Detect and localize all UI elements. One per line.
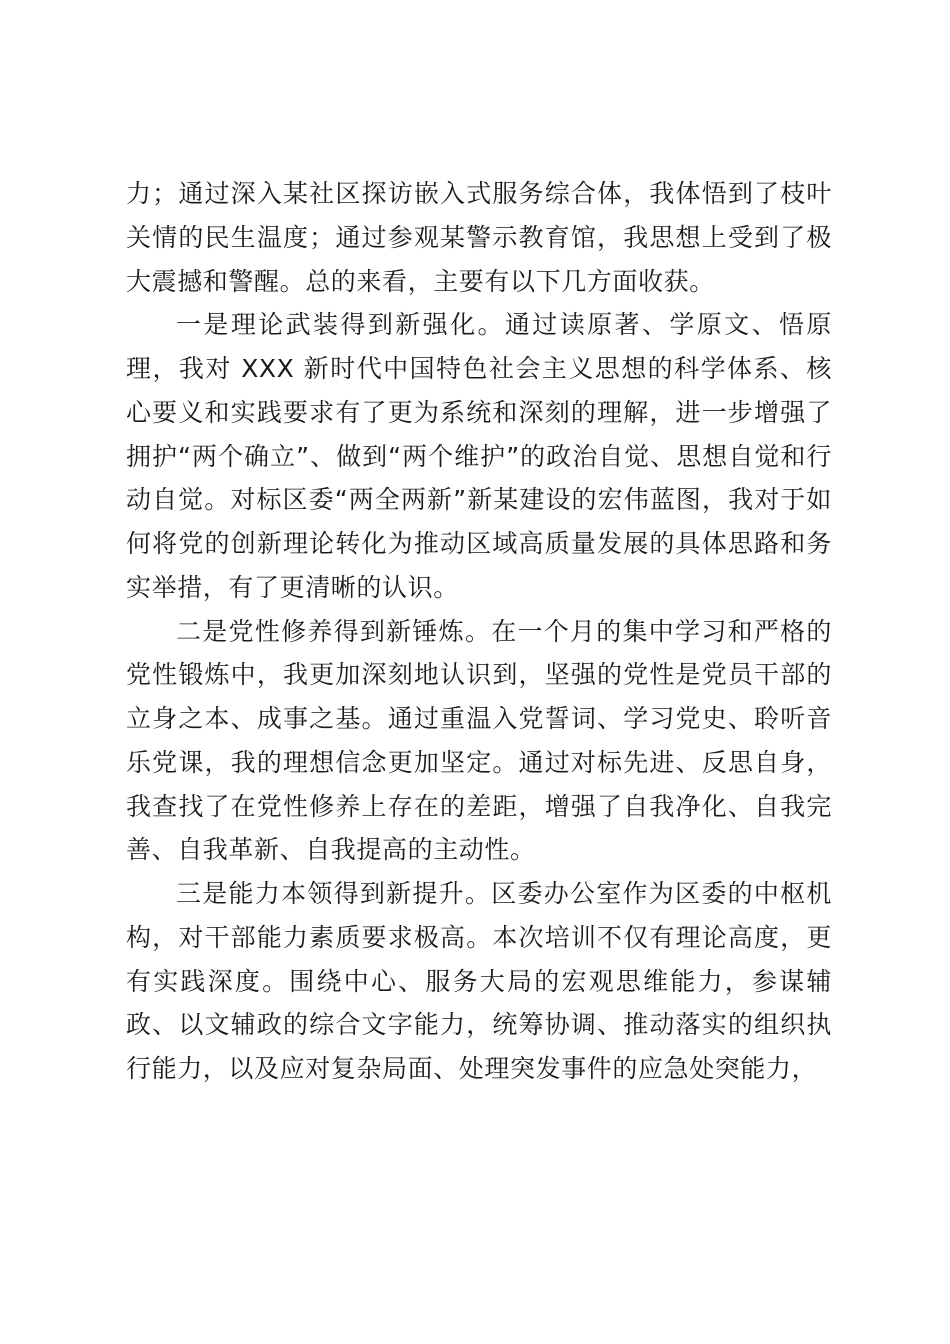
paragraph-continuation: 力；通过深入某社区探访嵌入式服务综合体，我体悟到了枝叶关情的民生温度；通过参观某警示教育馆，我思想上受到了极大震撼和警醒。总的来看，主要有以下几方面收获。 [126, 179, 832, 296]
paragraph-party-spirit: 二是党性修养得到新锤炼。在一个月的集中学习和严格的党性锻炼中，我更加深刻地认识到，坚强的党性是党员干部的立身之本、成事之基。通过重温入党誓词、学习党史、聆听音乐党课，我的理想信念更加坚定。通过对标先进、反思自身，我查找了在党性修养上存在的差距，增强了自我净化、自我完善、自我革新、自我提高的主动性。 [126, 616, 832, 865]
document-body [126, 172, 832, 1091]
paragraph-theory: 一是理论武装得到新强化。通过读原著、学原文、悟原理，我对 XXX 新时代中国特色社会主义思想的科学体系、核心要义和实践要求有了更为系统和深刻的理解，进一步增强了拥护“两个确立”、做到“两个维护”的政治自觉、思想自觉和行动自觉。对标区委“两全两新”新某建设的宏伟蓝图，我对于如何将党的创新理论转化为推动区域高质量发展的具体思路和务实举措，有了更清晰的认识。 [126, 310, 832, 602]
paragraph-ability: 三是能力本领得到新提升。区委办公室作为区委的中枢机构，对干部能力素质要求极高。本次培训不仅有理论高度，更有实践深度。围绕中心、服务大局的宏观思维能力，参谋辅政、以文辅政的综合文字能力，统筹协调、推动落实的组织执行能力，以及应对复杂局面、处理突发事件的应急处突能力， [126, 879, 832, 1083]
